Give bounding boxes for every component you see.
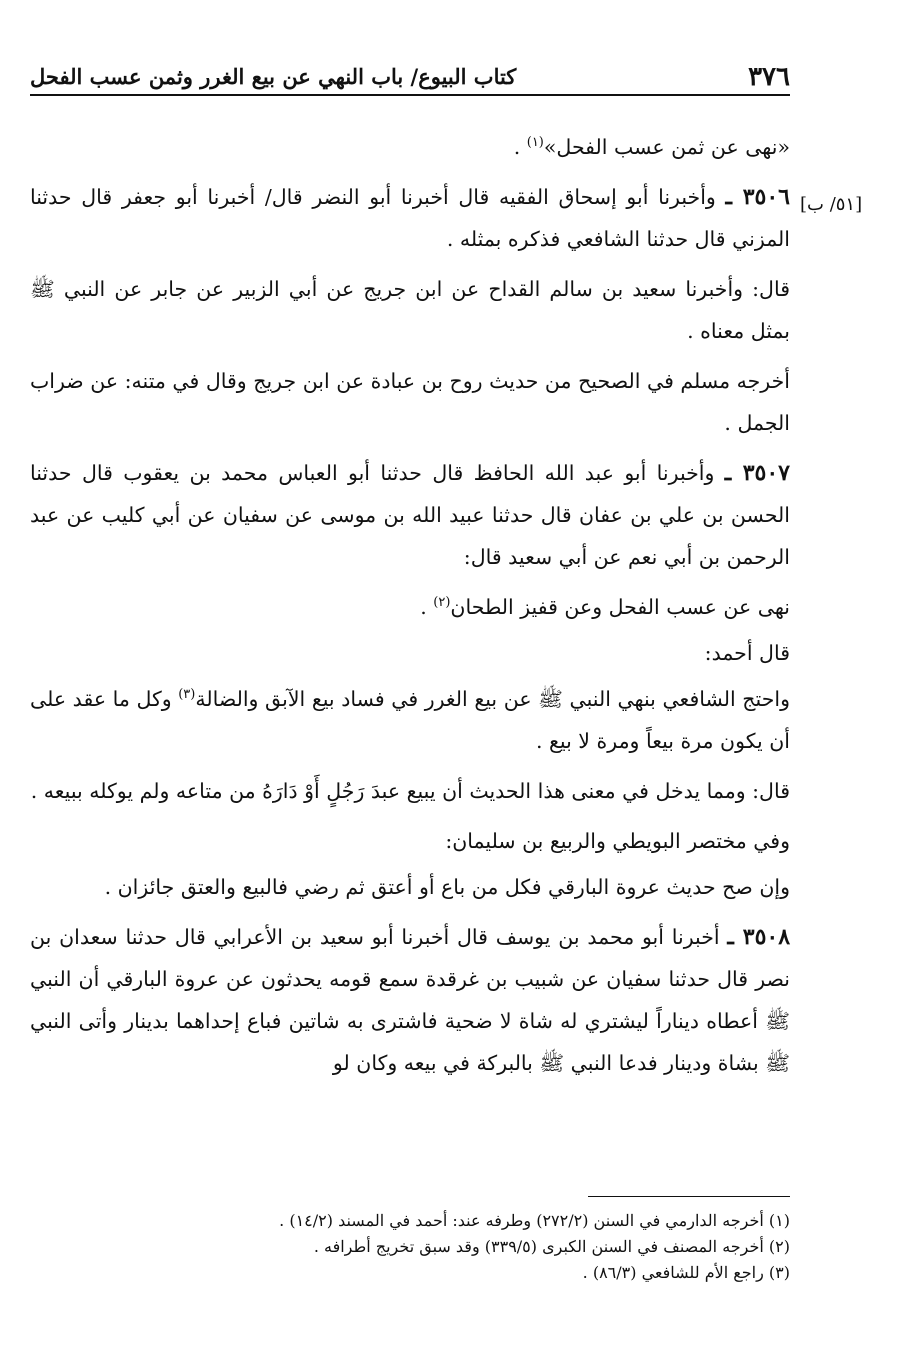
hadith-number: ٣٥٠٨ ـ (727, 924, 791, 950)
footnotes (30, 1208, 790, 1286)
footnote-marker: (١) (526, 135, 544, 151)
paragraph-text: واحتج الشافعي بنهي النبي ﷺ عن بيع الغرر في فساد بيع الآبق والضالة (195, 687, 790, 711)
paragraph-text: . (513, 135, 527, 159)
paragraph (30, 176, 790, 260)
paragraph (30, 916, 790, 1084)
paragraph-text: أخبرنا أبو محمد بن يوسف قال أخبرنا أبو سعيد بن الأعرابي قال حدثنا سعدان بن نصر قال حدثنا سفيان عن شبيب بن غرقدة سمع قومه يحدثون عن عروة البارقي أن النبي ﷺ أعطاه ديناراً ليشتري له شاة لا ضحية فاشترى به شاتين فباع إحداهما بدينار وأتى النبي ﷺ بشاة ودينار فدعا النبي ﷺ بالبركة في بيعه وكان لو (30, 925, 790, 1075)
paragraph-text: وفي مختصر البويطي والربيع بن سليمان: (445, 829, 790, 853)
paragraph-text: نهى عن عسب الفحل وعن قفيز الطحان (450, 595, 790, 619)
paragraph (30, 770, 790, 812)
running-header (30, 56, 790, 96)
paragraph (30, 268, 790, 352)
paragraph (30, 866, 790, 908)
paragraph (30, 820, 790, 862)
paragraph-text: قال أحمد: (704, 641, 790, 665)
paragraph-text: وأخبرنا أبو إسحاق الفقيه قال أخبرنا أبو النضر قال/ أخبرنا أبو جعفر قال حدثنا المزني قال حدثنا الشافعي فذكره بمثله . (30, 185, 790, 251)
page-number: ٣٧٦ (748, 62, 790, 92)
paragraph-text: أخرجه مسلم في الصحيح من حديث روح بن عبادة عن ابن جريج وقال في متنه: عن ضراب الجمل . (30, 369, 790, 435)
footnote: (١) أخرجه الدارمي في السنن (٢٧٢/٢) وطرفه عند: أحمد في المسند (١٤/٢) . (279, 1211, 790, 1230)
footnote: (٢) أخرجه المصنف في السنن الكبرى (٣٣٩/٥) وقد سبق تخريج أطرافه . (313, 1237, 790, 1256)
paragraph (30, 586, 790, 628)
footnote-separator (588, 1196, 790, 1197)
header-rule (30, 94, 790, 96)
paragraph (30, 678, 790, 762)
footnote-marker: (٣) (178, 687, 196, 703)
manuscript-folio-note: [٥١/ ب] (800, 194, 863, 215)
running-title: كتاب البيوع/ باب النهي عن بيع الغرر وثمن عسب الفحل (30, 64, 517, 89)
paragraph (30, 360, 790, 444)
paragraph (30, 126, 790, 168)
paragraph (30, 632, 790, 674)
paragraph-text: «نهى عن ثمن عسب الفحل» (543, 135, 790, 159)
footnote-marker: (٢) (433, 595, 451, 611)
paragraph-text: وكل ما عقد على أن يكون مرة بيعاً ومرة لا بيع . (30, 687, 790, 753)
hadith-number: ٣٥٠٦ ـ (725, 184, 790, 210)
paragraph-text: وإن صح حديث عروة البارقي فكل من باع أو أعتق ثم رضي فالبيع والعتق جائزان . (104, 875, 790, 899)
hadith-number: ٣٥٠٧ ـ (724, 460, 790, 486)
footnote: (٣) راجع الأم للشافعي (٨٦/٣) . (582, 1263, 790, 1282)
paragraph-text: وأخبرنا أبو عبد الله الحافظ قال حدثنا أبو العباس محمد بن يعقوب قال حدثنا الحسن بن علي بن عفان قال حدثنا عبيد الله بن موسى عن سفيان عن أبي كليب عن عبد الرحمن بن أبي نعم عن أبي سعيد قال: (30, 461, 790, 569)
paragraph-text: قال: ومما يدخل في معنى هذا الحديث أن يبيع عبدَ رَجُلٍ أَوْ دَارَهُ من متاعه ولم يوكله ببيعه . (30, 779, 790, 803)
paragraph (30, 452, 790, 578)
main-text (30, 126, 790, 1092)
paragraph-text: قال: وأخبرنا سعيد بن سالم القداح عن ابن جريج عن أبي الزبير عن جابر عن النبي ﷺ بمثل معناه . (30, 277, 790, 343)
paragraph-text: . (420, 595, 434, 619)
